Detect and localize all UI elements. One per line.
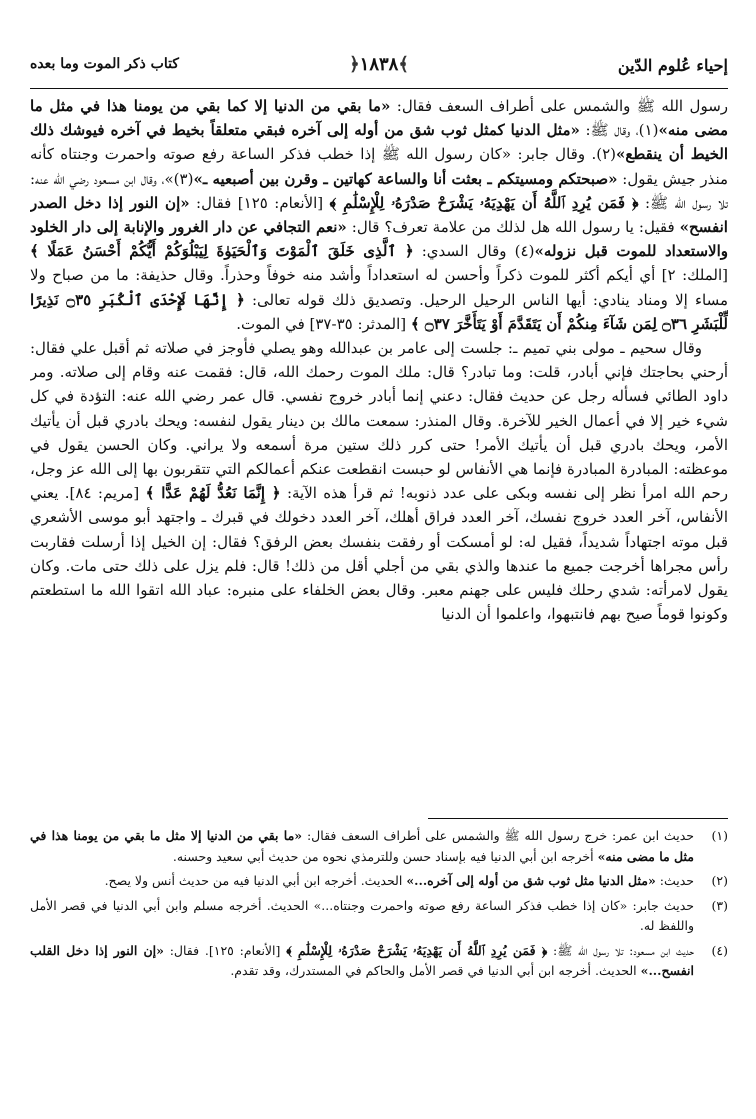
text-run: (١)، وقال ﷺ: <box>579 121 659 140</box>
text-run: حديث: <box>655 873 694 888</box>
page-number-block <box>349 54 409 75</box>
text-run: وقال سحيم ـ مولى بني تميم ـ: جلست إلى عامر بن عبدالله وهو يصلي فأوجز في صلاته ثم أقبل علي فقال: أرحني بحاجتك فإني أبادر، قلت: وما تبادر؟ قال: ملك الموت رحمك الله، قال: فقمت عنه وقام إلى صلاته. ومر داود الطائي فسأله رجل عن حديث فقال: دعني إنما أبادر خروج نفسي. قال عمر رضي الله عنه: التؤدة في كل شيء خير إلا في أعمال الخير للآخرة. وقال المنذر: سمعت مالك بن دينار يقول لنفسه: ويحك بادري قبل أن يأتيك الأمر، ويحك بادري قبل أن يأتيك الأمر! حتى كرر ذلك ستين مرة أسمعه ولا يراني. وكان الحسن يقول في موعظته: المبادرة المبادرة فإنما هي الأنفاس لو حبست انقطعت عنكم أعمالكم التي تتقربون بها إلى الله عز وجل، رحم الله امرأ نظر إلى نفسه وبكى على عدد ذنوبه! ثم قرأ هذه الآية: <box>30 339 728 503</box>
chapter-title: كتاب ذكر الموت وما بعده <box>30 56 179 72</box>
text-run: حديث جابر: «كان إذا خطب فذكر الساعة رفع صوته واحمرت وجنتاه...» الحديث. أخرجه مسلم وابن أبي الدنيا في قصر الأمل واللفظ له. <box>30 897 694 933</box>
footnote-text <box>30 896 694 937</box>
quoted-text: ﴿ ٱلَّذِى خَلَقَ ٱلْمَوْتَ وَٱلْحَيَوٰةَ لِيَبْلُوَكُمْ أَيُّكُمْ أَحْسَنُ عَمَلًا ﴾ <box>30 242 414 261</box>
header-divider <box>30 88 728 89</box>
page-number: ١٨٣٨ <box>359 54 399 75</box>
text-run: [المدثر: ٣٥-٣٧] في الموت. <box>236 314 411 333</box>
main-text <box>30 94 728 794</box>
quoted-text: «صبحتكم ومسيتكم ـ بعثت أنا والساعة كهاتين ـ وقرن بين أصبعيه ـ» <box>193 169 618 188</box>
text-run: حديث ابن مسعود: تلا رسول الله ﷺ: <box>547 942 695 958</box>
quoted-text: «ما بقي من الدنيا إلا مثل ما بقي من يومنا هذا في مثل ما مضى منه» <box>30 828 694 864</box>
text-run: حديث ابن عمر: خرج رسول الله ﷺ والشمس على أطراف السعف فقال: <box>302 828 694 843</box>
footnote-text <box>30 826 694 867</box>
quoted-text: «إن النور إذا دخل الصدر انفسح» <box>30 193 728 237</box>
quoted-text: ﴿ فَمَن يُرِدِ ٱللَّهُ أَن يَهْدِيَهُۥ يَشْرَحْ صَدْرَهُۥ لِلْإِسْلَٰمِ ﴾ <box>286 942 548 958</box>
running-header <box>30 50 728 92</box>
footnote <box>30 871 728 892</box>
text-run: (٣)»، وقال ابن مسعود رضي الله عنه: تلا رسول الله ﷺ: <box>30 169 728 212</box>
footnote <box>30 826 728 867</box>
quoted-text: ﴿ إِنَّمَا نَعُدُّ لَهُمْ عَدًّا ﴾ <box>145 484 281 503</box>
text-run: الحديث. أخرجه ابن أبي الدنيا في قصر الأمل والحاكم في المستدرك، وقد تقدم. <box>230 963 641 978</box>
text-run: (٤) وقال السدي: <box>413 242 535 261</box>
text-run: [الأنعام: ١٢٥] فقال: <box>189 193 330 212</box>
text-run: [الملك: ٢] أي أيكم أكثر للموت ذكراً وأحسن له استعداداً وأشد منه خوفاً وحذراً. وقال حذيفة: ما من صباح ولا مساء إلا ومناد ينادي: أيها الناس الرحيل الرحيل. وتصديق ذلك قوله تعالى: <box>30 266 728 309</box>
ornament-left: ﴿ <box>349 54 360 75</box>
footnote-text <box>30 871 694 892</box>
text-run: فقيل: يا رسول الله هل لذلك من علامة تعرف؟ قال: <box>346 218 680 237</box>
footnotes <box>30 826 728 1096</box>
quoted-text: «مثل الدنيا كمثل ثوب شق من أوله إلى آخره فبقي متعلقاً بخيط في آخره فيوشك ذلك الخيط أن ينقطع» <box>30 121 728 164</box>
footnote-number: (٢) <box>711 873 728 888</box>
text-run: أخرجه ابن أبي الدنيا فيه بإسناد حسن وللترمذي نحوه من حديث أبي سعيد وحسنه. <box>172 848 598 864</box>
ornament-right: ﴾ <box>398 54 409 75</box>
footnote <box>30 941 728 982</box>
quoted-text: «نعم التجافي عن دار الغرور والإنابة إلى دار الخلود والاستعداد للموت قبل نزوله» <box>30 218 728 261</box>
quoted-text: «إن النور إذا دخل القلب انفسح...» <box>30 942 694 978</box>
footnote <box>30 896 728 937</box>
text-run: (٢). وقال جابر: «كان رسول الله ﷺ إذا خطب فذكر الساعة رفع صوته واحمرت وجنتاه كأنه منذر جيش يقول: <box>30 145 728 188</box>
quoted-text: «ما بقي من الدنيا إلا كما بقي من يومنا هذا في مثل ما مضى منه» <box>30 97 728 140</box>
text-run: رسول الله ﷺ والشمس على أطراف السعف فقال: <box>390 97 728 115</box>
quoted-text: «مثل الدنيا مثل ثوب شق من أوله إلى آخره...» <box>406 873 656 888</box>
footnote-number: (٣) <box>711 897 728 913</box>
paragraph-2 <box>30 336 728 626</box>
footnote-divider <box>428 818 728 819</box>
quoted-text: ﴿ فَمَن يُرِدِ ٱللَّهُ أَن يَهْدِيَهُۥ يَشْرَحْ صَدْرَهُۥ لِلْإِسْلَٰمِ ﴾ <box>329 193 639 212</box>
footnote-number: (١) <box>711 828 728 843</box>
footnote-text <box>30 941 694 982</box>
text-run: الحديث. أخرجه ابن أبي الدنيا فيه من حديث أنس ولا يصح. <box>104 873 407 888</box>
text-run: [مريم: ٨٤]. يعني الأنفاس، آخر العدد خروج نفسك، آخر العدد فراق أهلك، آخر العدد دخولك في قبرك ـ واجتهد أبو موسى الأشعري قبل موته اجتهاداً شديداً، فقيل له: لو أمسكت أو رفقت بنفسك بعض الرفق؟ فقال: إن الخيل إذا أرسلت فقاربت رأس مجراها أخرجت جميع ما عندها والذي بقي من أجلي أقل من ذلك! قال: فلم يزل على ذلك حتى مات. وكان يقول لامرأته: شدي رحلك فليس على جهنم معبر. وقال بعض الخلفاء على منبره: عباد الله اتقوا الله ما استطعتم وكونوا قوماً صيح بهم فانتبهوا، واعلموا أن الدنيا <box>30 484 728 624</box>
paragraph-1 <box>30 94 728 336</box>
quoted-text: ﴿ إِنَّهَا لَإِحْدَى ٱلْكُبَرِ ۝٣٥ نَذِيرًا لِّلْبَشَرِ ۝٣٦ لِمَن شَآءَ مِنكُمْ أَن يَتَقَدَّمَ أَوْ يَتَأَخَّرَ ۝٣٧ ﴾ <box>30 290 728 333</box>
footnote-number: (٤) <box>711 942 728 958</box>
book-title: إحياء عُلوم الدّين <box>617 56 728 75</box>
text-run: [الأنعام: ١٢٥]. فقال: <box>163 942 287 958</box>
